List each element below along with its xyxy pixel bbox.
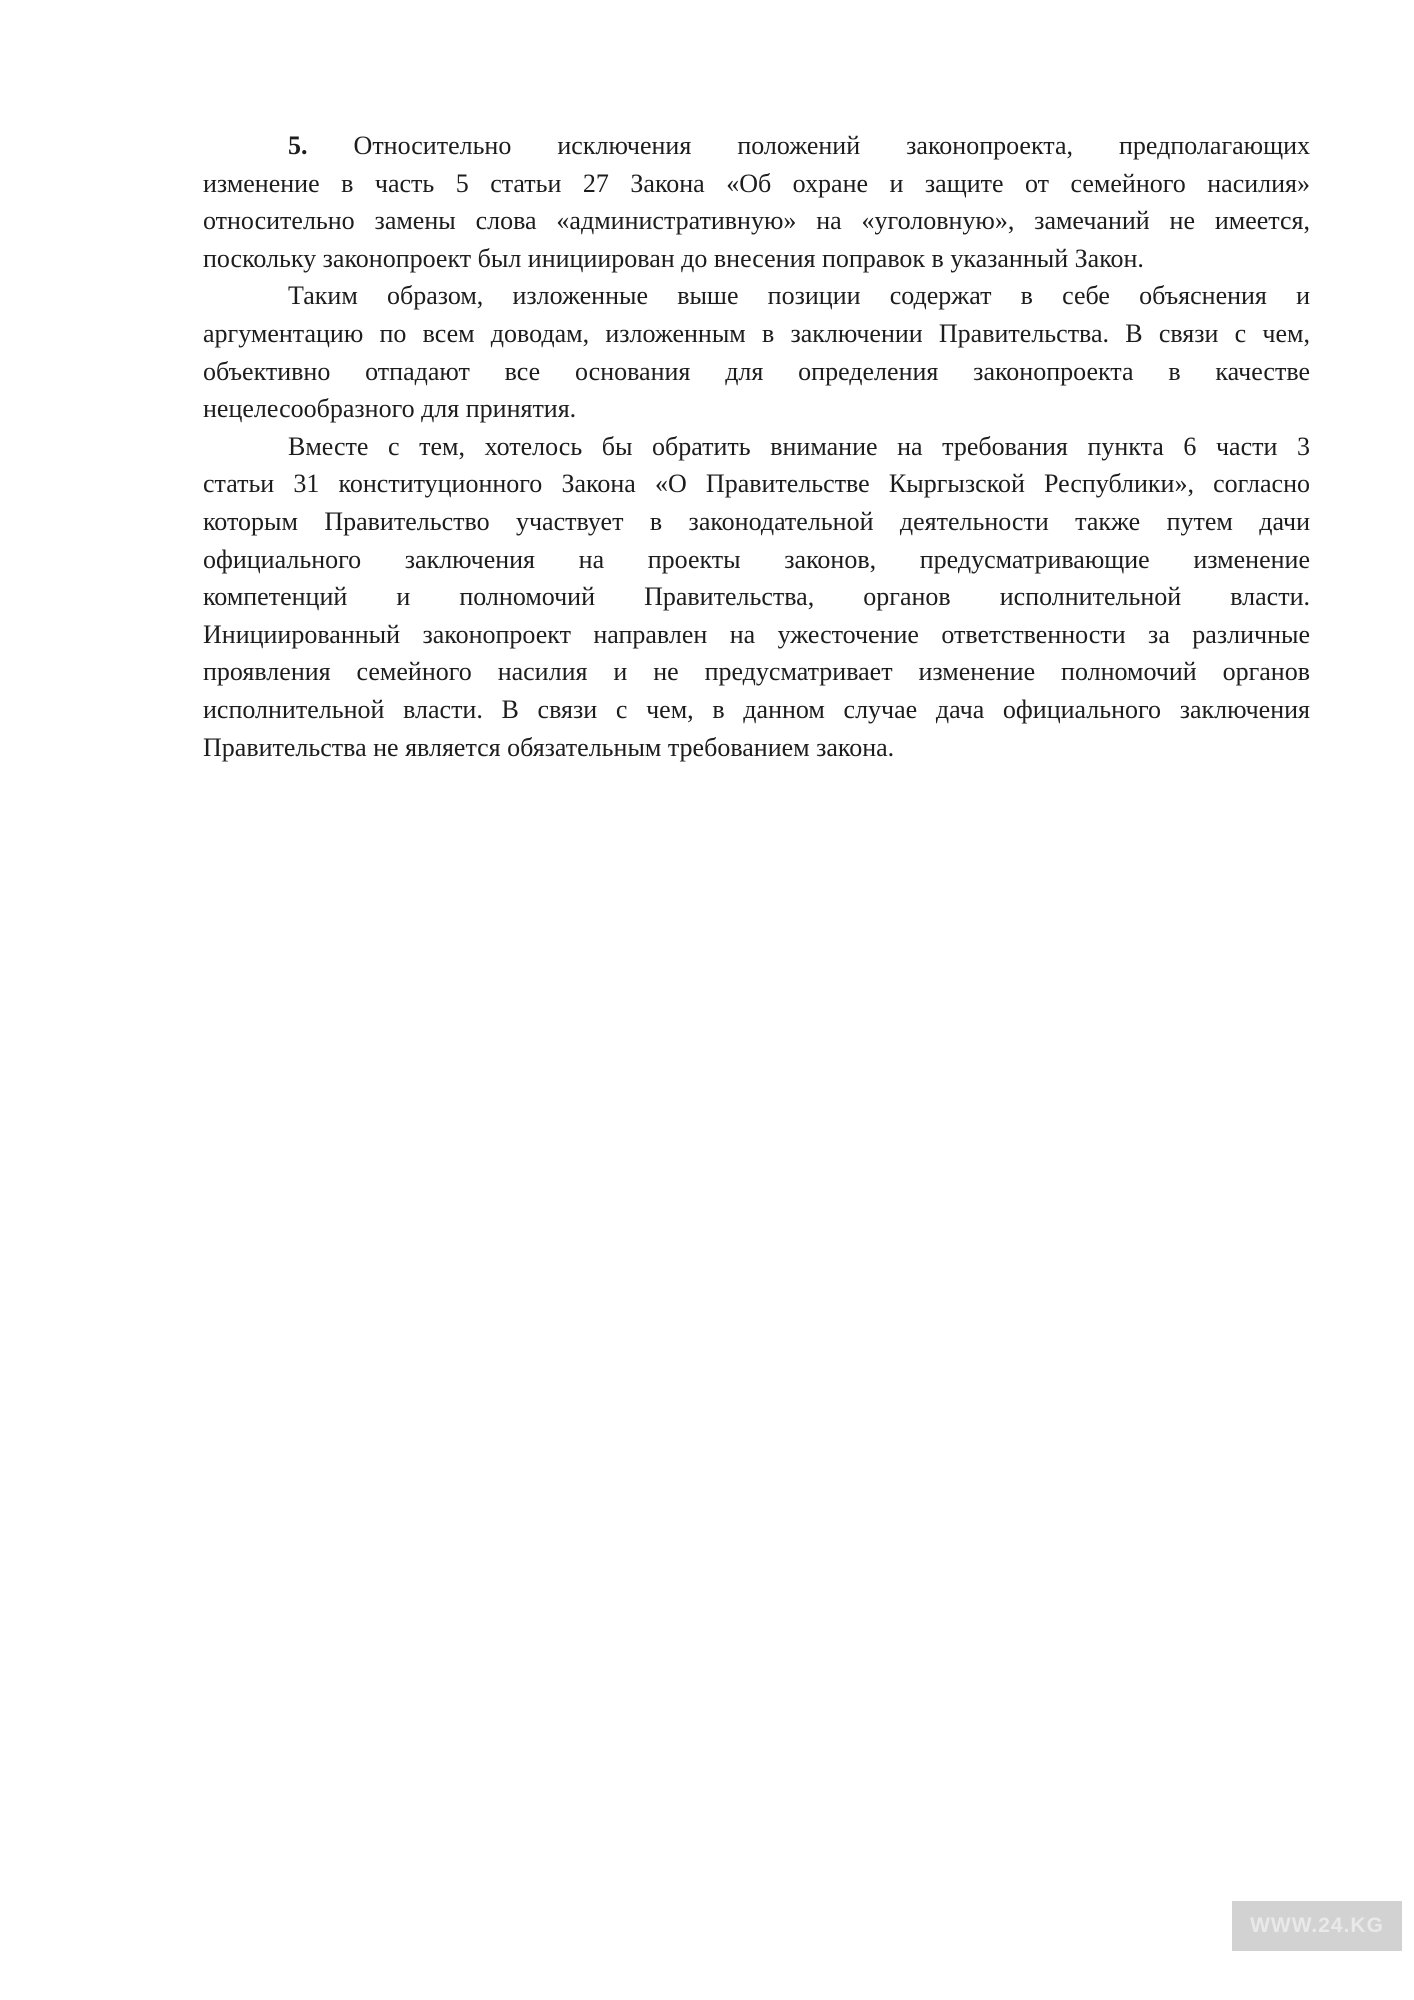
text-line: нецелесообразного для принятия. [203,394,577,424]
text-line: поскольку законопроект был инициирован до внесения поправок в указанный Закон. [203,243,1144,273]
text-line: объективно отпадают все основания для определения законопроекта в качестве [203,356,1310,386]
text-line: Вместе с тем, хотелось бы обратить внимание на требования пункта 6 части 3 [288,431,1310,461]
watermark-badge [1232,1901,1402,1951]
paragraph-1 [203,127,1310,277]
text-line: Инициированный законопроект направлен на ужесточение ответственности за различные [203,619,1310,649]
text-line: Правительства не является обязательным требованием закона. [203,732,895,762]
text-line-content: Относительно исключения положений законопроекта, предполагающих [353,131,1310,160]
text-line: которым Правительство участвует в законодательной деятельности также путем дачи [203,506,1310,536]
text-line: исполнительной власти. В связи с чем, в данном случае дача официального заключения [203,694,1310,724]
text-line: изменение в часть 5 статьи 27 Закона «Об охране и защите от семейного насилия» [203,168,1310,198]
text-line: официального заключения на проекты законов, предусматривающие изменение [203,544,1310,574]
watermark-text: WWW.24.KG [1250,1914,1384,1937]
paragraph-number: 5. [288,131,308,160]
text-line: относительно замены слова «административную» на «уголовную», замечаний не имеется, [203,206,1310,236]
text-line: статьи 31 конституционного Закона «О Правительстве Кыргызской Республики», согласно [203,469,1310,499]
paragraph-3 [203,428,1310,766]
text-line: аргументацию по всем доводам, изложенным в заключении Правительства. В связи с чем, [203,318,1310,348]
paragraph-2 [203,277,1310,427]
document-body [203,127,1310,766]
text-line [203,127,1310,165]
text-line: Таким образом, изложенные выше позиции содержат в себе объяснения и [288,281,1310,311]
text-line: проявления семейного насилия и не предусматривает изменение полномочий органов [203,657,1310,687]
text-line: компетенций и полномочий Правительства, органов исполнительной власти. [203,582,1310,612]
